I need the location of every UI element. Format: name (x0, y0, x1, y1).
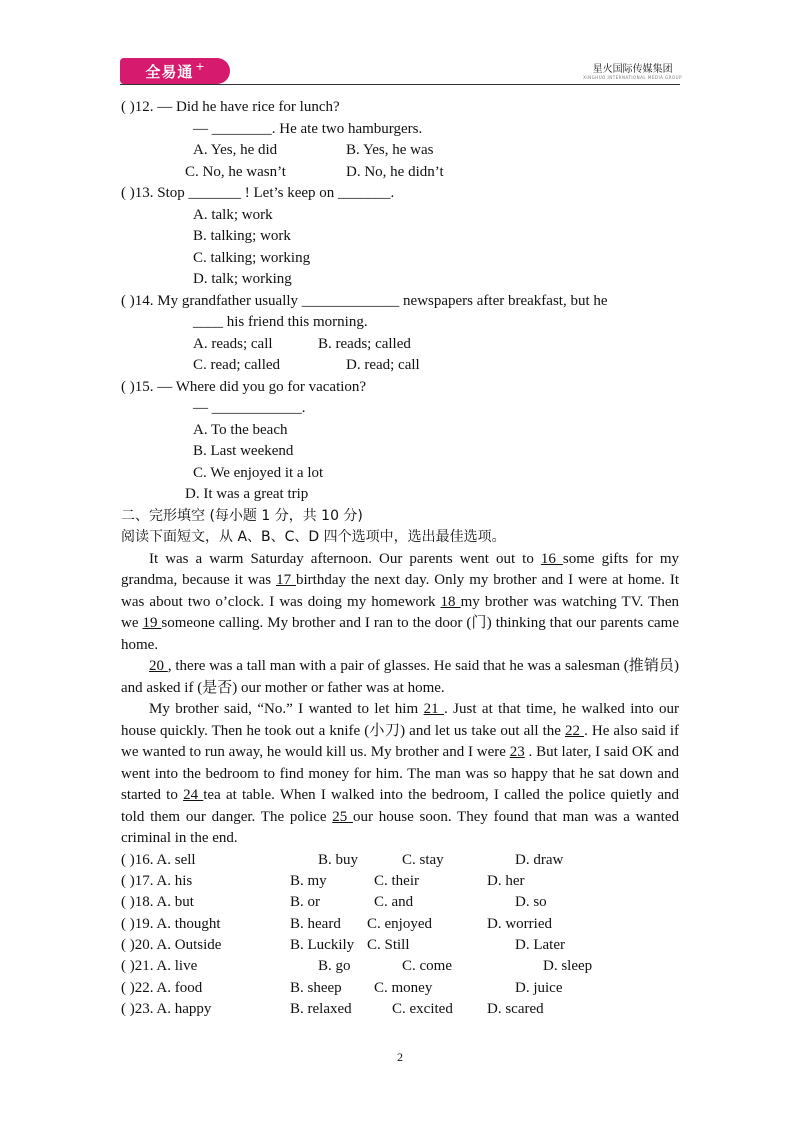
question-14: ( )14. My grandfather usually _____________ newspapers after breakfast, but he (121, 292, 608, 309)
option-a: ( )20. A. Outside (121, 937, 222, 954)
option-d: D. read; call (346, 357, 420, 373)
logo-plus: + (195, 59, 205, 73)
option-a: ( )16. A. sell (121, 851, 196, 868)
publisher-mark (583, 60, 682, 80)
passage-text: . He also said if we wanted to run away, he would kill us. My brother and I were (121, 722, 680, 760)
option-b: B. heard (290, 915, 341, 932)
option-c: C. excited (392, 1001, 453, 1018)
question-12-options-ab (121, 140, 679, 162)
option-b: B. buy (318, 851, 359, 868)
option-a: A. Yes, he did (193, 142, 278, 158)
blank-22: 22 (565, 722, 585, 739)
option-b: B. relaxed (290, 1001, 352, 1018)
option-c: C. read; called (193, 357, 281, 373)
page-number: 2 (397, 1050, 403, 1064)
option-a: ( )17. A. his (121, 872, 193, 889)
cloze-option-row (121, 935, 679, 956)
question-15: ( )15. — Where did you go for vacation? (121, 378, 367, 395)
option-b: B. Last weekend (193, 443, 294, 459)
option-c: C. We enjoyed it a lot (193, 464, 324, 481)
blank-20: 20 (149, 658, 168, 674)
option-b: B. my (290, 872, 327, 889)
passage-text: . But later, I said OK and went into the bedroom to find money for him. The man was so happy that he sat down and started to (121, 744, 679, 803)
option-b: B. talking; work (193, 228, 291, 244)
option-c: C. talking; working (193, 249, 311, 266)
passage-text: , there was a tall man with a pair of glasses. He said that he was a salesman (推销员) and asked if (是否) our mother or father was at home. (121, 658, 679, 696)
blank-21: 21 (423, 701, 444, 717)
option-c: C. stay (402, 851, 444, 868)
option-b: B. Luckily (290, 937, 355, 954)
passage-text: tea at table. When I walked into the bedroom, I called the police quietly and told them our danger. The police (121, 787, 679, 825)
publisher-name: 星火国际传媒集团 (592, 64, 673, 75)
option-d: D. It was a great trip (185, 486, 309, 502)
cloze-option-row (121, 871, 679, 892)
cloze-option-row (121, 999, 679, 1020)
option-c: C. money (374, 979, 433, 996)
option-d: D. worried (487, 915, 552, 932)
publisher-subtitle: XINGHUO INTERNATIONAL MEDIA GROUP (583, 75, 682, 80)
cloze-option-row (121, 850, 679, 871)
option-a: ( )23. A. happy (121, 1001, 212, 1018)
passage-paragraph-1 (121, 549, 679, 657)
option-a: ( )18. A. but (121, 894, 194, 911)
section-2-title: 二、完形填空 (每小题 1 分，共 10 分) (121, 507, 363, 524)
option-d: D. so (515, 894, 547, 911)
option-a: A. To the beach (193, 421, 288, 438)
passage-text: It was a warm Saturday afternoon. Our parents went out to (149, 550, 541, 567)
option-b: B. Yes, he was (346, 142, 434, 158)
option-d: D. talk; working (193, 271, 292, 287)
blank-19: 19 (142, 615, 162, 631)
option-a: ( )19. A. thought (121, 915, 221, 932)
option-d: D. Later (515, 937, 565, 954)
blank-17: 17 (276, 572, 296, 588)
cloze-option-row (121, 892, 679, 913)
option-b: B. go (318, 958, 351, 975)
option-d: D. her (487, 872, 525, 889)
option-c: C. come (402, 958, 452, 975)
option-b: B. sheep (290, 979, 342, 996)
option-a: ( )22. A. food (121, 979, 203, 996)
question-14-options-ab (121, 334, 679, 356)
section-2-instruction: 阅读下面短文，从 A、B、C、D 四个选项中，选出最佳选项。 (121, 529, 506, 545)
question-13: ( )13. Stop _______ ! Let’s keep on _______. (121, 185, 395, 201)
option-c: C. and (374, 894, 414, 911)
blank-23: 23 (509, 744, 525, 760)
question-14-options-cd (121, 355, 679, 377)
option-d: D. sleep (543, 958, 593, 975)
option-d: D. No, he didn’t (346, 163, 444, 180)
passage-text: someone calling. My brother and I ran to the door (门) thinking that our parents came home. (121, 615, 679, 653)
option-b: B. or (290, 894, 320, 911)
option-a: ( )21. A. live (121, 958, 198, 975)
blank-18: 18 (440, 593, 461, 610)
passage-text: my brother was watching TV. Then we (121, 593, 679, 631)
option-c: C. No, he wasn’t (185, 163, 286, 180)
option-c: C. Still (367, 937, 410, 954)
question-15-reply: — ____________. (193, 400, 306, 416)
question-12: ( )12. — Did he have rice for lunch? (121, 99, 340, 115)
cloze-option-row (121, 978, 679, 999)
option-c: C. enjoyed (367, 915, 432, 932)
option-a: A. reads; call (193, 335, 273, 352)
blank-24: 24 (183, 787, 204, 803)
cloze-option-row (121, 956, 679, 977)
passage-text: My brother said, “No.” I wanted to let him (149, 701, 424, 717)
passage-paragraph-3 (121, 699, 679, 850)
header-divider (120, 84, 680, 85)
cloze-options (121, 850, 679, 1021)
option-b: B. reads; called (318, 335, 411, 352)
blank-16: 16 (540, 550, 563, 567)
passage-text: birthday the next day. Only my brother and I were at home. It was about two o’clock. I was doing my homework (121, 572, 680, 610)
passage-paragraph-2 (121, 656, 679, 699)
option-a: A. talk; work (193, 206, 273, 223)
question-12-options-cd (121, 162, 679, 184)
cloze-option-row (121, 914, 679, 935)
blank-25: 25 (332, 808, 353, 825)
passage-text: some gifts for my grandma, because it was (121, 550, 679, 588)
option-c: C. their (374, 872, 419, 889)
logo-text: 全易通 (145, 62, 194, 81)
passage-text: our house soon. They found that man was a wanted criminal in the end. (121, 808, 679, 846)
option-d: D. scared (487, 1001, 544, 1018)
option-d: D. draw (515, 851, 564, 868)
passage-text: . Just at that time, he walked into our house quickly. Then he took out a knife (小刀) and let us take out all the (121, 701, 679, 739)
brand-logo (120, 58, 230, 84)
option-d: D. juice (515, 979, 563, 996)
question-14-cont: ____ his friend this morning. (193, 314, 368, 330)
exercise-content (121, 97, 679, 1021)
question-12-reply: — ________. He ate two hamburgers. (193, 120, 423, 137)
